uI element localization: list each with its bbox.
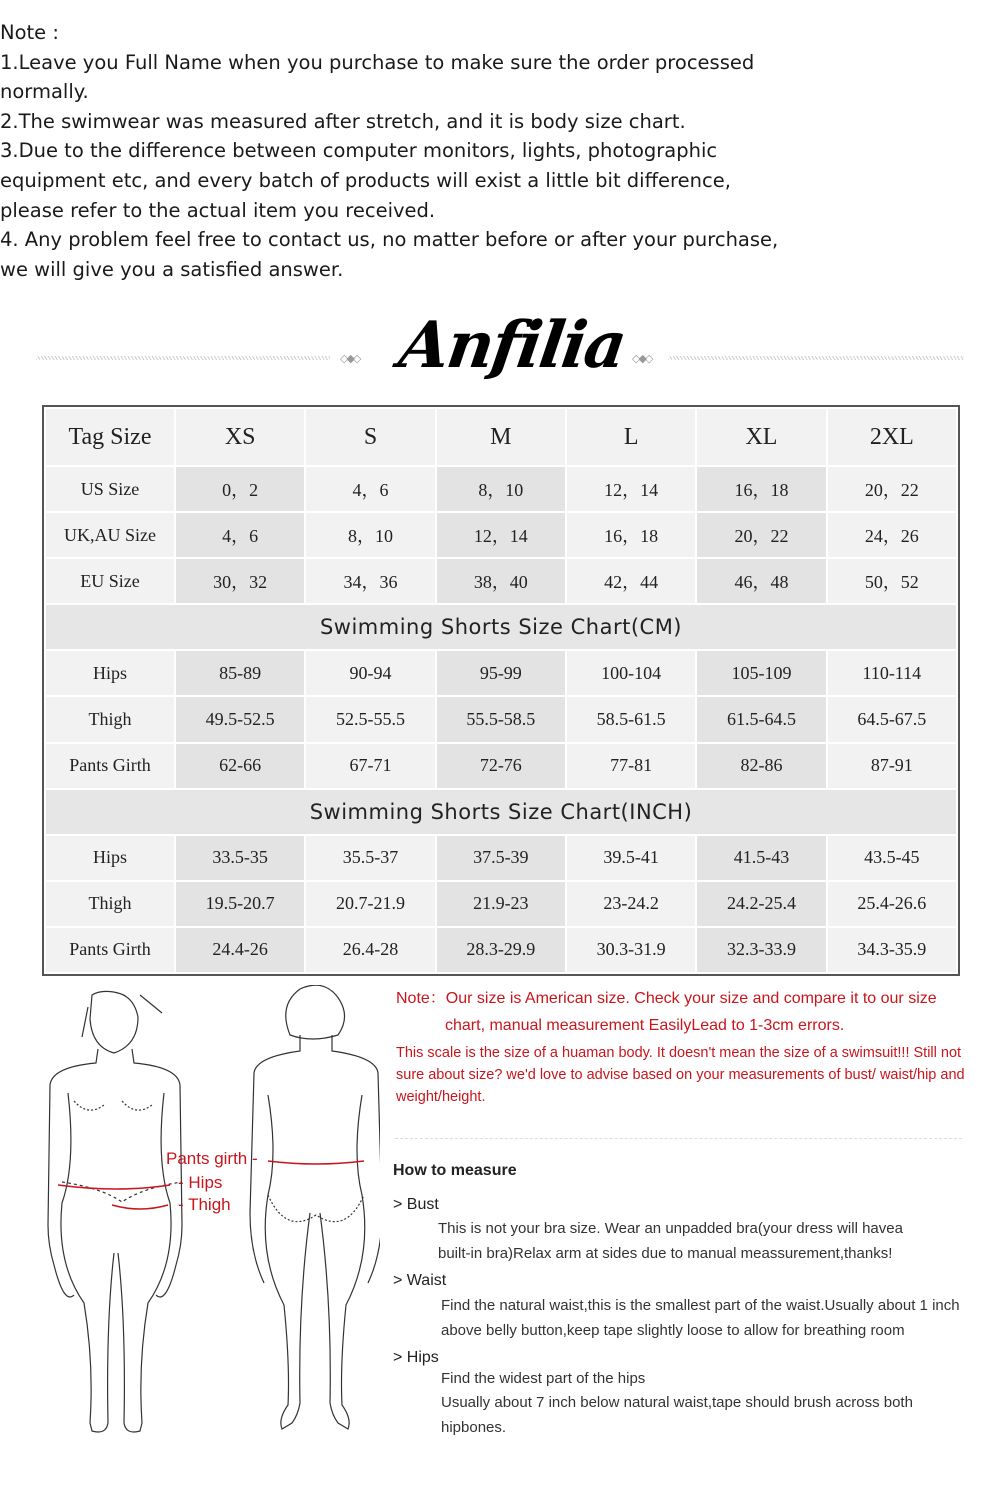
table-cell: 35.5-37 [306, 836, 434, 880]
row-label: US Size [46, 467, 174, 511]
table-cell: 32.3-33.9 [697, 928, 825, 972]
inch-section [46, 790, 956, 834]
table-row [46, 651, 956, 695]
table-row [46, 882, 956, 926]
size-header-cell: M [437, 409, 565, 465]
inch-section-title: Swimming Shorts Size Chart(INCH) [46, 790, 956, 834]
table-cell: 41.5-43 [697, 836, 825, 880]
table-row [46, 513, 956, 557]
bust-text: This is not your bra size. Wear an unpadded bra(your dress will havea built-in bra)Relax arm at sides due to manual meassurement,thanks! [438, 1220, 903, 1262]
note-item-1: 1.Leave you Full Name when you purchase to make sure the order processed normally. [0, 50, 755, 104]
table-cell: 110-114 [828, 651, 956, 695]
table-cell: 39.5-41 [567, 836, 695, 880]
row-label: Pants Girth [46, 928, 174, 972]
row-label: Hips [46, 651, 174, 695]
table-cell: 55.5-58.5 [437, 697, 565, 741]
table-cell: 26.4-28 [306, 928, 434, 972]
waist-label: > Waist [393, 1272, 447, 1289]
cm-section [46, 605, 956, 649]
divider-left [36, 356, 330, 360]
table-cell: 12，14 [437, 513, 565, 557]
table-cell: 49.5-52.5 [176, 697, 304, 741]
size-header-cell: XS [176, 409, 304, 465]
table-cell: 34.3-35.9 [828, 928, 956, 972]
divider [395, 1138, 962, 1139]
notes-heading: Note : [0, 21, 59, 44]
size-chart-table [42, 405, 960, 976]
size-header-cell: XL [697, 409, 825, 465]
diamond-ornament-right: ◇◆◇ [632, 353, 652, 365]
table-cell: 8，10 [437, 467, 565, 511]
red-note-line3: This scale is the size of a huaman body. It doesn't mean the size of a swimsuit!!! Still not sure about size? we'd love to advise based on your measurements of bust/ waist/hip and weight/height. [396, 1045, 965, 1105]
table-cell: 19.5-20.7 [176, 882, 304, 926]
table-cell: 8，10 [306, 513, 434, 557]
row-label: Hips [46, 836, 174, 880]
label-thigh: - Thigh [178, 1195, 231, 1214]
brand-logo: Anfilia [394, 308, 630, 383]
table-cell: 30.3-31.9 [567, 928, 695, 972]
cm-section-title: Swimming Shorts Size Chart(CM) [46, 605, 956, 649]
divider-right [668, 356, 964, 360]
tag-size-header: Tag Size [46, 409, 174, 465]
label-hips: - Hips [178, 1173, 223, 1192]
hips-label: > Hips [393, 1349, 439, 1366]
notes-section [0, 18, 800, 284]
size-header-cell: L [567, 409, 695, 465]
table-cell: 24，26 [828, 513, 956, 557]
note-item-3: 3.Due to the difference between computer monitors, lights, photographic equipment etc, and every batch of products will exist a little bit difference, please refer to the actual item you received. [0, 139, 731, 222]
table-cell: 34，36 [306, 559, 434, 603]
table-cell: 72-76 [437, 744, 565, 788]
table-cell: 85-89 [176, 651, 304, 695]
table-row [46, 928, 956, 972]
row-label: Thigh [46, 882, 174, 926]
how-to-measure-title: How to measure [393, 1162, 517, 1179]
table-row [46, 467, 956, 511]
table-cell: 77-81 [567, 744, 695, 788]
hips-text-1: Find the widest part of the hips [441, 1370, 646, 1387]
table-cell: 25.4-26.6 [828, 882, 956, 926]
note-item-4: 4. Any problem feel free to contact us, no matter before or after your purchase, we will give you a satisfied answer. [0, 228, 779, 281]
table-cell: 61.5-64.5 [697, 697, 825, 741]
table-cell: 90-94 [306, 651, 434, 695]
body-figure-front [40, 985, 223, 1445]
note-item-2: 2.The swimwear was measured after stretch, and it is body size chart. [0, 109, 686, 133]
row-label: EU Size [46, 559, 174, 603]
body-figure-back [240, 985, 380, 1445]
table-cell: 16，18 [567, 513, 695, 557]
table-row [46, 697, 956, 741]
table-cell: 38，40 [437, 559, 565, 603]
table-cell: 64.5-67.5 [828, 697, 956, 741]
table-cell: 50，52 [828, 559, 956, 603]
table-cell: 42，44 [567, 559, 695, 603]
table-cell: 0，2 [176, 467, 304, 511]
table-cell: 28.3-29.9 [437, 928, 565, 972]
label-pants-girth: Pants girth - [166, 1149, 258, 1168]
table-cell: 33.5-35 [176, 836, 304, 880]
table-cell: 21.9-23 [437, 882, 565, 926]
table-cell: 105-109 [697, 651, 825, 695]
table-cell: 67-71 [306, 744, 434, 788]
table-cell: 82-86 [697, 744, 825, 788]
waist-text: Find the natural waist,this is the smallest part of the waist.Usually about 1 inch above belly button,keep tape slightly loose to allow for breathing room [441, 1297, 960, 1339]
table-cell: 20，22 [697, 513, 825, 557]
table-row [46, 836, 956, 880]
row-label: Pants Girth [46, 744, 174, 788]
red-note-line1: Note：Our size is American size. Check your size and compare it to our size [396, 990, 937, 1007]
table-cell: 52.5-55.5 [306, 697, 434, 741]
table-cell: 24.4-26 [176, 928, 304, 972]
table-cell: 100-104 [567, 651, 695, 695]
table-cell: 16，18 [697, 467, 825, 511]
table-row [46, 559, 956, 603]
table-cell: 23-24.2 [567, 882, 695, 926]
red-note-line2: chart, manual measurement EasilyLead to 1-3cm errors. [445, 1017, 845, 1034]
table-cell: 30，32 [176, 559, 304, 603]
table-cell: 95-99 [437, 651, 565, 695]
table-cell: 20.7-21.9 [306, 882, 434, 926]
table-cell: 87-91 [828, 744, 956, 788]
table-header-row [46, 409, 956, 465]
table-cell: 24.2-25.4 [697, 882, 825, 926]
table-cell: 46，48 [697, 559, 825, 603]
table-cell: 12，14 [567, 467, 695, 511]
size-header-cell: S [306, 409, 434, 465]
row-label: Thigh [46, 697, 174, 741]
table-cell: 4，6 [306, 467, 434, 511]
table-cell: 43.5-45 [828, 836, 956, 880]
hips-text-2: Usually about 7 inch below natural waist,tape should brush across both hipbones. [441, 1394, 913, 1436]
table-row [46, 744, 956, 788]
diamond-ornament-left: ◇◆◇ [340, 353, 360, 365]
table-cell: 62-66 [176, 744, 304, 788]
bust-label: > Bust [393, 1196, 439, 1213]
table-cell: 4，6 [176, 513, 304, 557]
table-cell: 20，22 [828, 467, 956, 511]
row-label: UK,AU Size [46, 513, 174, 557]
table-cell: 58.5-61.5 [567, 697, 695, 741]
table-cell: 37.5-39 [437, 836, 565, 880]
size-header-cell: 2XL [828, 409, 956, 465]
